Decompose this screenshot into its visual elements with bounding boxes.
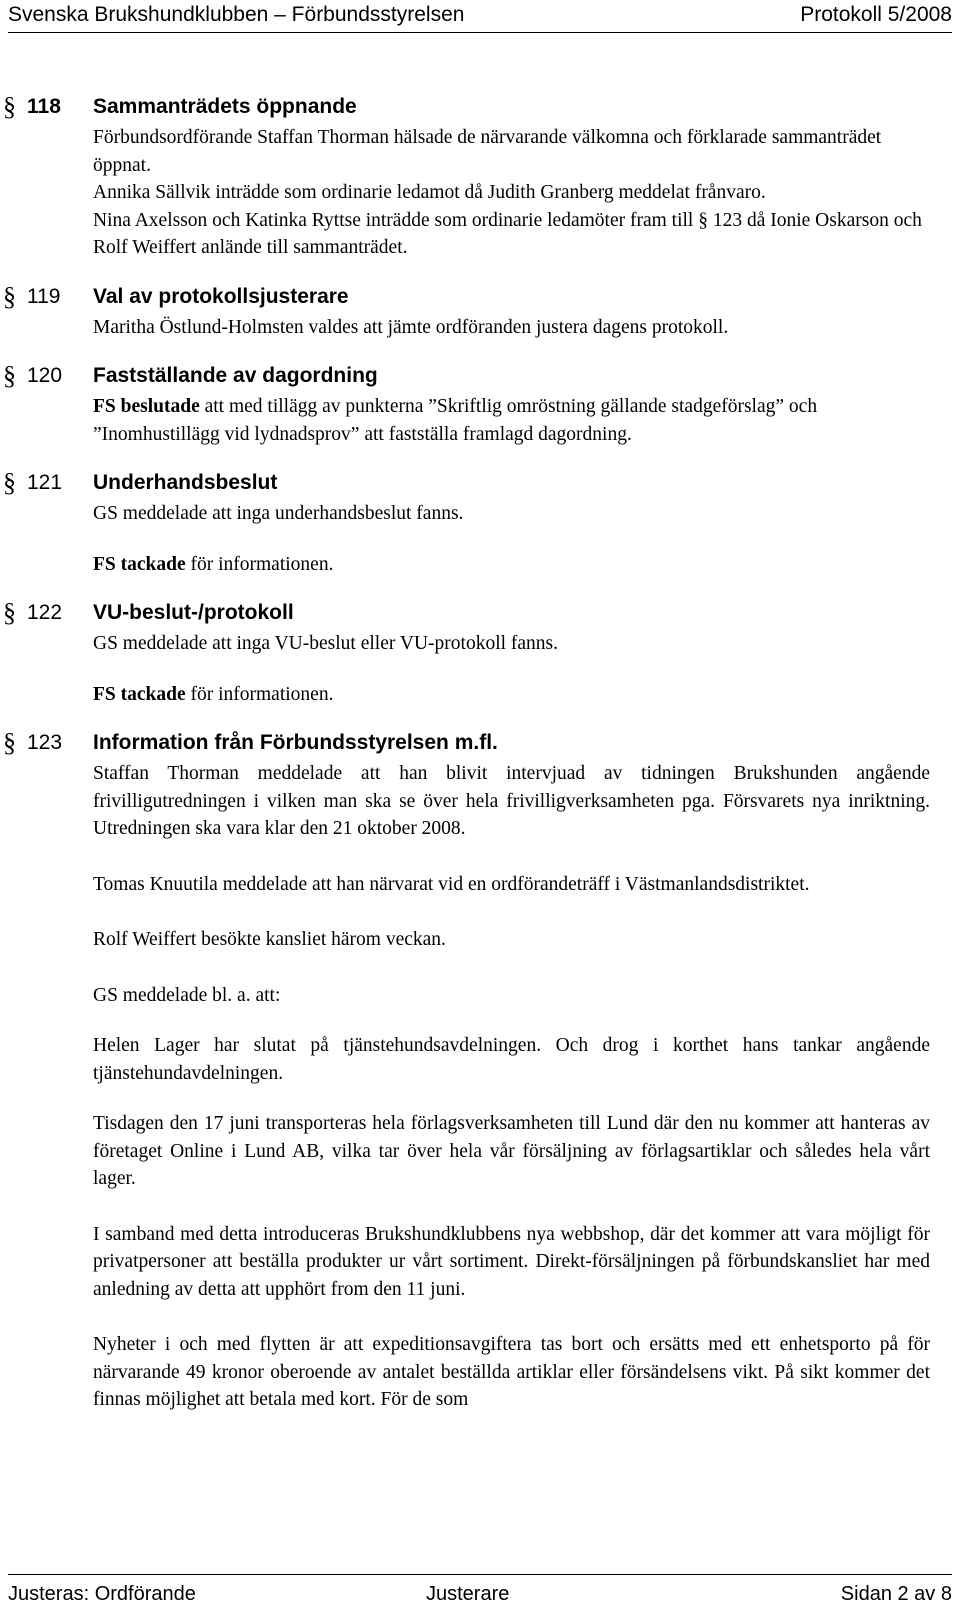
- decision-label: FS beslutade: [93, 396, 200, 417]
- section-symbol: §: [3, 468, 16, 497]
- section-title: Information från Förbundsstyrelsen m.fl.: [93, 731, 498, 754]
- footer-adjuster-signature-label: Justerare: [426, 1582, 510, 1605]
- paragraph: GS meddelade att inga underhandsbeslut fanns.: [93, 503, 464, 524]
- section-number: 119: [27, 284, 61, 308]
- footer-divider: [8, 1574, 952, 1575]
- section-title: VU-beslut-/protokoll: [93, 601, 294, 624]
- section-symbol: §: [3, 598, 16, 627]
- paragraph: GS meddelade bl. a. att:: [93, 984, 281, 1006]
- paragraph: Rolf Weiffert besökte kansliet härom veckan.: [93, 929, 446, 950]
- section-123: [0, 726, 960, 1414]
- paragraph: Staffan Thorman meddelade att han blivit intervjuad av tidningen Brukshunden angående frivilligutredningen i vilken man ska se över hela frivilligverksamheten pga. Försvarets nya inriktning. Utredningen ska vara klar den 21 oktober 2008.: [93, 763, 930, 839]
- footer-page-number: Sidan 2 av 8: [840, 1582, 952, 1605]
- paragraph: Nyheter i och med flytten är att expeditionsavgiftera tas bort och ersätts med ett enhetsporto på för närvarande 49 kronor oberoende av antalet beställda artiklar eller försändelsens vikt. På sikt kommer det finnas möjlighet att betala med kort. För de som: [93, 1334, 930, 1410]
- section-title: Sammanträdets öppnande: [93, 95, 357, 118]
- paragraph: GS meddelade att inga VU-beslut eller VU-protokoll fanns.: [93, 633, 559, 654]
- section-symbol: §: [3, 728, 16, 757]
- header-divider: [8, 32, 952, 33]
- section-119: [0, 280, 960, 342]
- section-120: [0, 359, 960, 448]
- section-118: [0, 90, 960, 262]
- section-symbol: §: [3, 281, 16, 311]
- section-number: 120: [27, 364, 63, 387]
- section-121: [0, 466, 960, 578]
- paragraph: Maritha Östlund-Holmsten valdes att jämte ordföranden justera dagens protokoll.: [93, 316, 729, 338]
- header-organization: Svenska Brukshundklubben – Förbundsstyrelsen: [8, 3, 465, 26]
- section-122: [0, 596, 960, 708]
- section-title: Fastställande av dagordning: [93, 364, 378, 387]
- document-body: [0, 90, 960, 1432]
- paragraph: Tomas Knuutila meddelade att han närvarat vid en ordförandeträff i Västmanlandsdistriktet.: [93, 873, 810, 895]
- paragraph: Förbundsordförande Staffan Thorman hälsade de närvarande välkomna och förklarade sammanträdet öppnat.: [93, 127, 882, 176]
- paragraph: Nina Axelsson och Katinka Ryttse inträdde som ordinarie ledamöter fram till § 123 då Ionie Oskarson och Rolf Weiffert anlände till sammanträdet.: [93, 209, 922, 258]
- section-title: Underhandsbeslut: [93, 471, 278, 494]
- decision-label: FS tackade: [93, 683, 186, 705]
- paragraph: Annika Sällvik inträdde som ordinarie ledamot då Judith Granberg meddelat frånvaro.: [93, 182, 766, 203]
- footer-chair-signature-label: Justeras: Ordförande: [8, 1582, 196, 1605]
- decision-text: att med tillägg av punkterna ”Skriftlig omröstning gällande stadgeförslag” och ”Inomhustillägg vid lydnadsprov” att fastställa framlagd dagordning.: [93, 396, 818, 445]
- decision-paragraph: [93, 393, 930, 448]
- decision-label: FS tackade: [93, 553, 186, 575]
- section-title: Val av protokollsjusterare: [93, 284, 349, 308]
- decision-paragraph: [93, 551, 930, 579]
- page-header: [8, 0, 952, 30]
- decision-paragraph: [93, 681, 930, 709]
- section-symbol: §: [3, 92, 16, 121]
- paragraph: Helen Lager har slutat på tjänstehundsavdelningen. Och drog i korthet hans tankar angående tjänstehundavdelningen.: [93, 1035, 930, 1084]
- section-number: 121: [27, 471, 63, 494]
- paragraph: Tisdagen den 17 juni transporteras hela förlagsverksamheten till Lund där den nu kommer att hanteras av företaget Online i Lund AB, vilka tar över hela vår försäljning av förlagsartiklar och således hela vårt lager.: [93, 1113, 930, 1189]
- section-symbol: §: [3, 361, 16, 390]
- page-footer: [8, 1578, 952, 1610]
- section-number: 122: [27, 601, 63, 624]
- paragraph: I samband med detta introduceras Brukshundklubbens nya webbshop, där det kommer att vara möjligt för privatpersoner att beställa produkter ur vårt sortiment. Direkt-försäljningen på förbundskansliet har med anledning av detta att upphört from den 11 juni.: [93, 1223, 930, 1300]
- header-protocol-number: Protokoll 5/2008: [800, 3, 952, 26]
- section-number: 118: [27, 95, 61, 118]
- decision-text: för informationen.: [185, 683, 334, 705]
- decision-text: för informationen.: [185, 553, 334, 575]
- section-number: 123: [27, 731, 63, 754]
